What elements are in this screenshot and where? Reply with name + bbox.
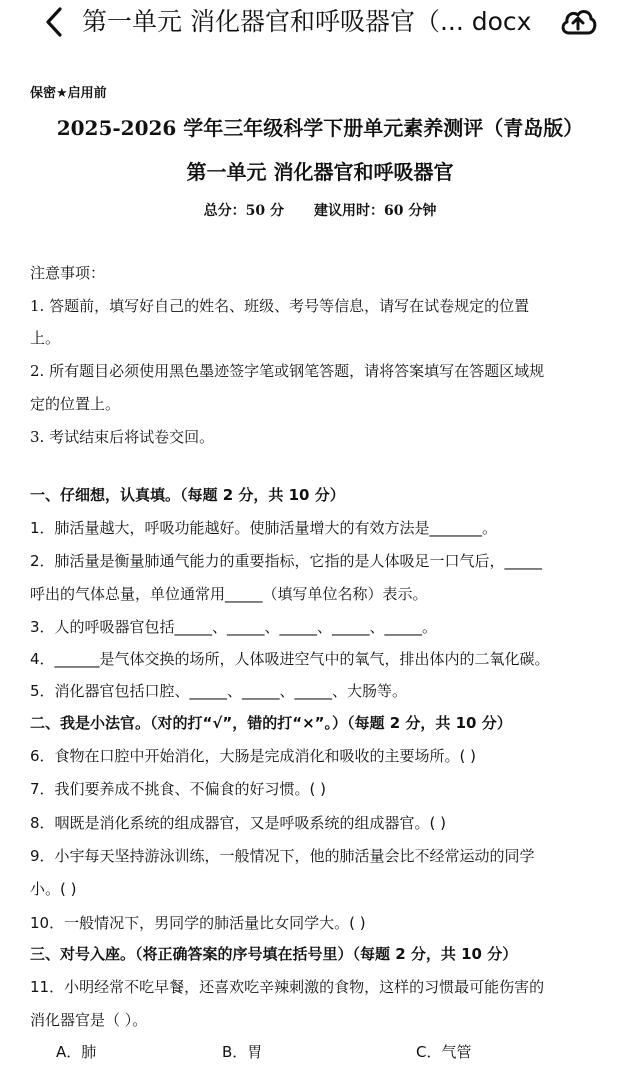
note-line: 定的位置上。 <box>30 395 121 413</box>
question-9: 9．小宇每天坚持游泳训练，一般情况下，他的肺活量会比不经常运动的同学 <box>30 847 535 865</box>
exam-title: 2025-2026 学年三年级科学下册单元素养测评（青岛版） <box>56 116 584 140</box>
option-c: C．气管 <box>416 1043 472 1061</box>
back-icon[interactable] <box>40 5 70 39</box>
option-b: B．胃 <box>222 1043 263 1061</box>
question-11-continued: 消化器官是（ ）。 <box>30 1011 148 1029</box>
section-heading: 一、仔细想，认真填。（每题 2 分，共 10 分） <box>30 486 345 504</box>
note-line: 3. 考试结束后将试卷交回。 <box>30 428 215 446</box>
question-5: 5．消化器官包括口腔、_____、_____、_____、大肠等。 <box>30 682 408 700</box>
notes-heading: 注意事项： <box>30 264 106 282</box>
question-2: 2．肺活量是衡量肺通气能力的重要指标，它指的是人体吸足一口气后，_____ <box>30 552 543 570</box>
note-line: 1. 答题前，填写好自己的姓名、班级、考号等信息，请写在试卷规定的位置 <box>30 297 530 315</box>
question-3: 3．人的呼吸器官包括_____、_____、_____、_____、_____。 <box>30 618 438 636</box>
confidential-label: 保密★启用前 <box>30 86 107 101</box>
suggested-time: 建议用时：60 分钟 <box>314 203 437 219</box>
unit-title: 第一单元 消化器官和呼吸器官 <box>186 160 454 184</box>
question-6: 6．食物在口腔中开始消化，大肠是完成消化和吸收的主要场所。( ) <box>30 747 477 765</box>
question-9-continued: 小。( ) <box>30 880 77 898</box>
section-heading: 二、我是小法官。（对的打“√”，错的打“×”。）（每题 2 分，共 10 分） <box>30 714 512 732</box>
section-heading: 三、对号入座。（将正确答案的序号填在括号里）（每题 2 分，共 10 分） <box>30 945 518 963</box>
upload-share-icon[interactable] <box>558 4 598 40</box>
question-1: 1．肺活量越大，呼吸功能越好。使肺活量增大的有效方法是_______。 <box>30 519 498 537</box>
question-8: 8．咽既是消化系统的组成器官，又是呼吸系统的组成器官。( ) <box>30 814 447 832</box>
score-info <box>0 200 640 220</box>
question-2-continued: 呼出的气体总量，单位通常用_____（填写单位名称）表示。 <box>30 585 428 603</box>
option-a: A．肺 <box>56 1043 97 1061</box>
total-score: 总分：50 分 <box>203 203 284 219</box>
question-4: 4．______是气体交换的场所，人体吸进空气中的氧气，排出体内的二氧化碳。 <box>30 650 550 668</box>
question-11: 11．小明经常不吃早餐，还喜欢吃辛辣刺激的食物，这样的习惯最可能伤害的 <box>30 978 545 996</box>
document-title: 第一单元 消化器官和呼吸器官（... docx <box>82 7 532 36</box>
top-bar <box>0 0 640 46</box>
question-10: 10．一般情况下，男同学的肺活量比女同学大。( ) <box>30 914 366 932</box>
question-7: 7．我们要养成不挑食、不偏食的好习惯。( ) <box>30 780 327 798</box>
note-line: 2. 所有题目必须使用黑色墨迹签字笔或钢笔答题，请将答案填写在答题区域规 <box>30 362 545 380</box>
document-page[interactable] <box>0 46 640 1076</box>
note-line: 上。 <box>30 329 61 347</box>
